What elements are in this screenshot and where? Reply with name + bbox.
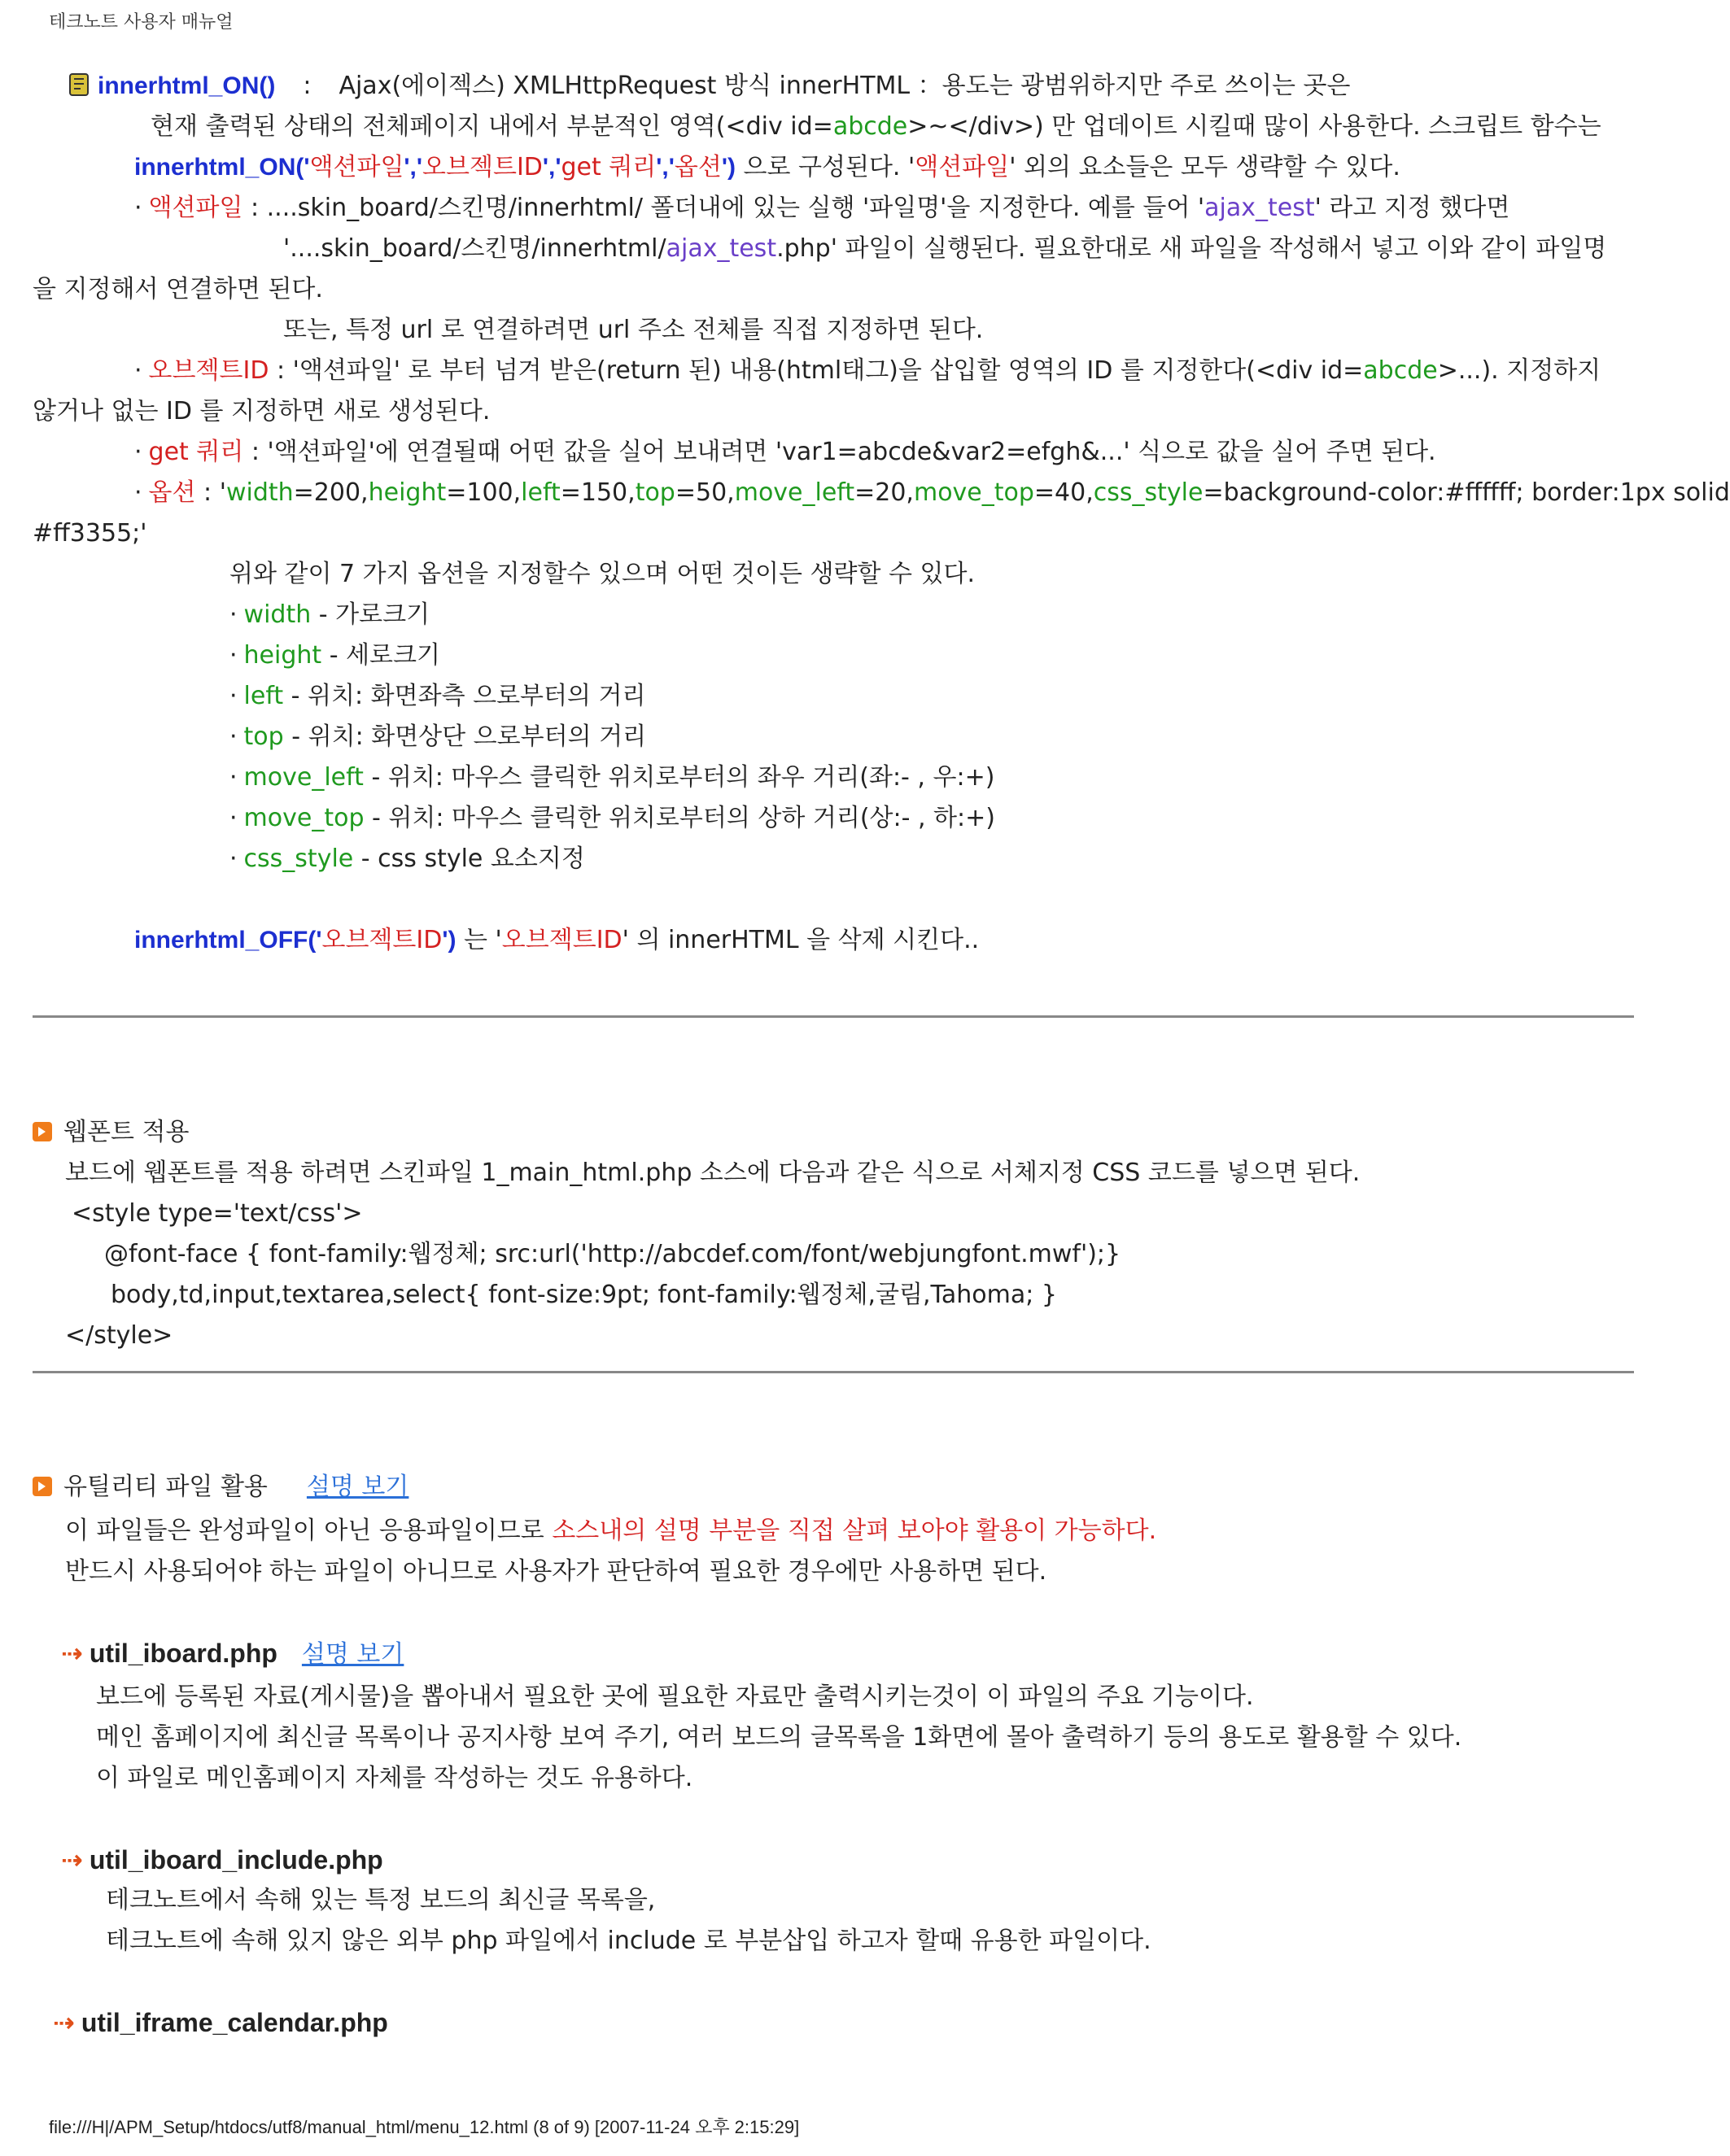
file-heading xyxy=(61,1635,404,1673)
get-label: get 쿼리 xyxy=(148,438,244,466)
file-heading xyxy=(61,1842,383,1878)
file-heading xyxy=(53,2005,388,2040)
ajax-desc-line2 xyxy=(151,109,1601,145)
text: ' 외의 요소들은 모두 생략할 수 있다. xyxy=(1009,153,1400,181)
option-key: top xyxy=(635,478,675,507)
ajax-desc: Ajax(에이젝스) XMLHttpRequest 방식 innerHTML ：용도는 광범위하지만 주로 쓰이는 곳은 xyxy=(339,72,1351,100)
option-cont: #ff3355;' xyxy=(33,519,147,548)
file-desc: 테크노트에 속해 있지 않은 외부 php 파일에서 include 로 부분삽입 하고자 할때 유용한 파일이다. xyxy=(106,1927,1151,1955)
action-cont: 을 지정해서 연결하면 된다. xyxy=(33,275,323,303)
option-item: · width - 가로크기 xyxy=(229,600,430,629)
ajax-test: ajax_test xyxy=(666,234,777,263)
sep: ',' xyxy=(656,154,675,181)
file-desc: 보드에 등록된 자료(게시물)을 뽑아내서 필요한 곳에 필요한 자료만 출력시키는것이 이 파일의 주요 기능이다. xyxy=(96,1682,1254,1711)
option-key: move_top xyxy=(243,804,365,832)
file-help-link[interactable]: 설명 보기 xyxy=(301,1640,404,1669)
option-key: top xyxy=(243,722,284,751)
webfont-desc: 보드에 웹폰트를 적용 하려면 스킨파일 1_main_html.php 소스에 다음과 같은 식으로 서체지정 CSS 코드를 넣으면 된다. xyxy=(65,1159,1361,1187)
innerhtml-on-heading xyxy=(67,68,1350,104)
get-line: · get 쿼리 : '액션파일'에 연결될때 어떤 값을 실어 보내려면 'var1=abcde&var2=efgh&...' 식으로 값을 실어 주면 된다. xyxy=(134,438,1436,466)
object-label: 오브젝트ID xyxy=(148,356,269,385)
text: >...). 지정하지 xyxy=(1437,356,1601,385)
option-item: · move_left - 위치: 마우스 클릭한 위치로부터의 좌우 거리(좌:- , 우:+) xyxy=(229,763,995,792)
file-name: util_iframe_calendar.php xyxy=(81,2008,388,2037)
arrow-right-icon xyxy=(33,1477,52,1496)
option-item: · left - 위치: 화면좌측 으로부터의 거리 xyxy=(229,682,646,710)
option-value: =100, xyxy=(446,478,522,507)
utility-desc1 xyxy=(65,1513,1156,1549)
text: ' 의 innerHTML 을 삭제 시킨다.. xyxy=(622,926,980,954)
file-desc: 테크노트에서 속해 있는 특정 보드의 최신글 목록을, xyxy=(106,1886,656,1914)
utility-desc2: 반드시 사용되어야 하는 파일이 아니므로 사용자가 판단하여 필요한 경우에만 사용하면 된다. xyxy=(65,1557,1047,1586)
option-value: =40, xyxy=(1033,478,1094,507)
abcde-value: abcde xyxy=(1363,356,1438,385)
arrow-icon: ⇢ xyxy=(61,1844,83,1875)
option-desc: - 위치: 마우스 클릭한 위치로부터의 좌우 거리(좌:- , 우:+) xyxy=(363,763,995,792)
syntax-line xyxy=(134,150,1400,185)
option-item: · height - 세로크기 xyxy=(229,641,440,670)
param-option: 옵션 xyxy=(674,153,722,181)
code-line: body,td,input,textarea,select{ font-size:9pt; font-family:웹정체,굴림,Tahoma; } xyxy=(111,1281,1057,1309)
arrow-icon: ⇢ xyxy=(61,1638,83,1669)
code-line: @font-face { font-family:웹정체; src:url('http://abcdef.com/font/webjungfont.mwf');} xyxy=(104,1240,1121,1268)
ajax-test: ajax_test xyxy=(1204,194,1315,222)
abcde-value: abcde xyxy=(832,112,908,141)
action-line: · 액션파일 : ....skin_board/스킨명/innerhtml/ 폴더내에 있는 실행 '파일명'을 지정한다. 예를 들어 'ajax_test' 라고 지정 했다면 xyxy=(134,194,1510,222)
text: : ....skin_board/스킨명/innerhtml/ 폴더내에 있는 실행 '파일명'을 지정한다. 예를 들어 ' xyxy=(242,194,1205,222)
text: 액션파일 xyxy=(915,153,1010,181)
file-name: util_iboard.php xyxy=(89,1639,277,1668)
text: 소스내의 설명 부분을 직접 살펴 보아야 활용이 가능하다. xyxy=(552,1517,1157,1545)
option-desc: - 위치: 화면좌측 으로부터의 거리 xyxy=(283,682,646,710)
object-line: · 오브젝트ID : '액션파일' 로 부터 넘겨 받은(return 된) 내용(html태그)을 삽입할 영역의 ID 를 지정한다(<div id=abcde>...). 지정하지 xyxy=(134,356,1601,385)
utility-heading xyxy=(33,1469,408,1505)
divider xyxy=(33,1371,1634,1373)
text: 오브젝트ID xyxy=(501,926,623,954)
off-param: 오브젝트ID xyxy=(321,926,443,954)
text: 는 ' xyxy=(456,926,502,954)
text: '....skin_board/스킨명/innerhtml/ xyxy=(283,234,666,263)
sep: ',' xyxy=(542,154,561,181)
code-line: </style> xyxy=(65,1321,173,1350)
option-key: css_style xyxy=(243,845,354,873)
page-header: 테크노트 사용자 매뉴얼 xyxy=(49,12,234,33)
divider xyxy=(33,1015,1634,1018)
param-get: get 쿼리 xyxy=(561,153,657,181)
option-key: height xyxy=(368,478,447,507)
arrow-icon: ⇢ xyxy=(53,2007,75,2038)
action-or: 또는, 특정 url 로 연결하려면 url 주소 전체를 직접 지정하면 된다. xyxy=(283,316,984,344)
option-item: · move_top - 위치: 마우스 클릭한 위치로부터의 상하 거리(상:- , 하:+) xyxy=(229,804,995,832)
option-key: css_style xyxy=(1093,478,1204,507)
arrow-right-icon xyxy=(33,1122,52,1141)
text: >~</div>) 만 업데이트 시킬때 많이 사용한다. 스크립트 함수는 xyxy=(907,112,1601,141)
func-name: innerhtml_ON() xyxy=(98,72,276,99)
option-key: move_left xyxy=(734,478,855,507)
param-action: 액션파일 xyxy=(309,153,404,181)
webfont-heading xyxy=(33,1115,189,1150)
option-key: width xyxy=(225,478,294,507)
webfont-title: 웹폰트 적용 xyxy=(63,1118,190,1146)
option-key: left xyxy=(243,682,284,710)
text: : '액션파일' 로 부터 넘겨 받은(return 된) 내용(html태그)을 삽입할 영역의 ID 를 지정한다(<div id= xyxy=(269,356,1364,385)
text: : '액션파일'에 연결될때 어떤 값을 실어 보내려면 'var1=abcde&var2=efgh&...' 식으로 값을 실어 주면 된다. xyxy=(243,438,1436,466)
option-key: move_left xyxy=(243,763,364,792)
option-key: move_top xyxy=(913,478,1034,507)
option-item: · top - 위치: 화면상단 으로부터의 거리 xyxy=(229,722,647,751)
option-desc: - 위치: 화면상단 으로부터의 거리 xyxy=(283,722,647,751)
colon: : xyxy=(303,72,312,100)
off-close: ') xyxy=(442,927,457,954)
text: 이 파일들은 완성파일이 아닌 응용파일이므로 xyxy=(65,1517,553,1545)
param-object: 오브젝트ID xyxy=(422,153,543,181)
syntax-func: innerhtml_ON( xyxy=(134,154,304,181)
utility-help-link[interactable]: 설명 보기 xyxy=(306,1473,409,1501)
sep: ',' xyxy=(404,154,423,181)
option-value: =background-color:#ffffff; border:1px solid xyxy=(1203,478,1730,507)
option-key: width xyxy=(243,600,312,629)
option-line: · 옵션 : 'width=200,height=100,left=150,top=50,move_left=20,move_top=40,css_style=background-color:#ffffff; border:1px solid xyxy=(134,478,1730,507)
page-footer: file:///H|/APM_Setup/htdocs/utf8/manual_html/menu_12.html (8 of 9) [2007-11-24 오후 2:15:29] xyxy=(49,2117,800,2137)
option-desc: - 가로크기 xyxy=(311,600,430,629)
text: 현재 출력된 상태의 전체페이지 내에서 부분적인 영역(<div id= xyxy=(151,112,833,141)
file-desc: 이 파일로 메인홈페이지 자체를 작성하는 것도 유용하다. xyxy=(96,1764,693,1792)
option-intro: 위와 같이 7 가지 옵션을 지정할수 있으며 어떤 것이든 생략할 수 있다. xyxy=(229,560,975,588)
option-label: 옵션 xyxy=(148,478,196,507)
option-value: =200, xyxy=(293,478,369,507)
option-value: =50, xyxy=(675,478,735,507)
option-key: left xyxy=(521,478,561,507)
utility-title: 유틸리티 파일 활용 xyxy=(63,1473,268,1501)
action-label: 액션파일 xyxy=(148,194,243,222)
text: 으로 구성된다. ' xyxy=(735,153,915,181)
option-key: height xyxy=(243,641,322,670)
innerhtml-off-line xyxy=(134,923,979,958)
option-desc: - 위치: 마우스 클릭한 위치로부터의 상하 거리(상:- , 하:+) xyxy=(364,804,995,832)
quote: ' xyxy=(304,154,310,181)
off-func: innerhtml_OFF(' xyxy=(134,927,322,954)
script-icon xyxy=(67,72,91,97)
action-path-line xyxy=(283,231,1606,267)
option-value: =150, xyxy=(560,478,636,507)
close: ') xyxy=(721,154,736,181)
object-cont: 않거나 없는 ID 를 지정하면 새로 생성된다. xyxy=(33,397,491,426)
text: ' 라고 지정 했다면 xyxy=(1314,194,1510,222)
file-desc: 메인 홈페이지에 최신글 목록이나 공지사항 보여 주기, 여러 보드의 글목록을 1화면에 몰아 출력하기 등의 용도로 활용할 수 있다. xyxy=(96,1723,1462,1752)
file-name: util_iboard_include.php xyxy=(89,1845,383,1874)
code-line: <style type='text/css'> xyxy=(72,1199,363,1228)
option-desc: - css style 요소지정 xyxy=(353,845,585,873)
text: .php' 파일이 실행된다. 필요한대로 새 파일을 작성해서 넣고 이와 같이 파일명 xyxy=(776,234,1607,263)
option-item: · css_style - css style 요소지정 xyxy=(229,845,585,873)
option-desc: - 세로크기 xyxy=(321,641,440,670)
option-value: =20, xyxy=(854,478,914,507)
option-inline-list xyxy=(226,478,1730,507)
